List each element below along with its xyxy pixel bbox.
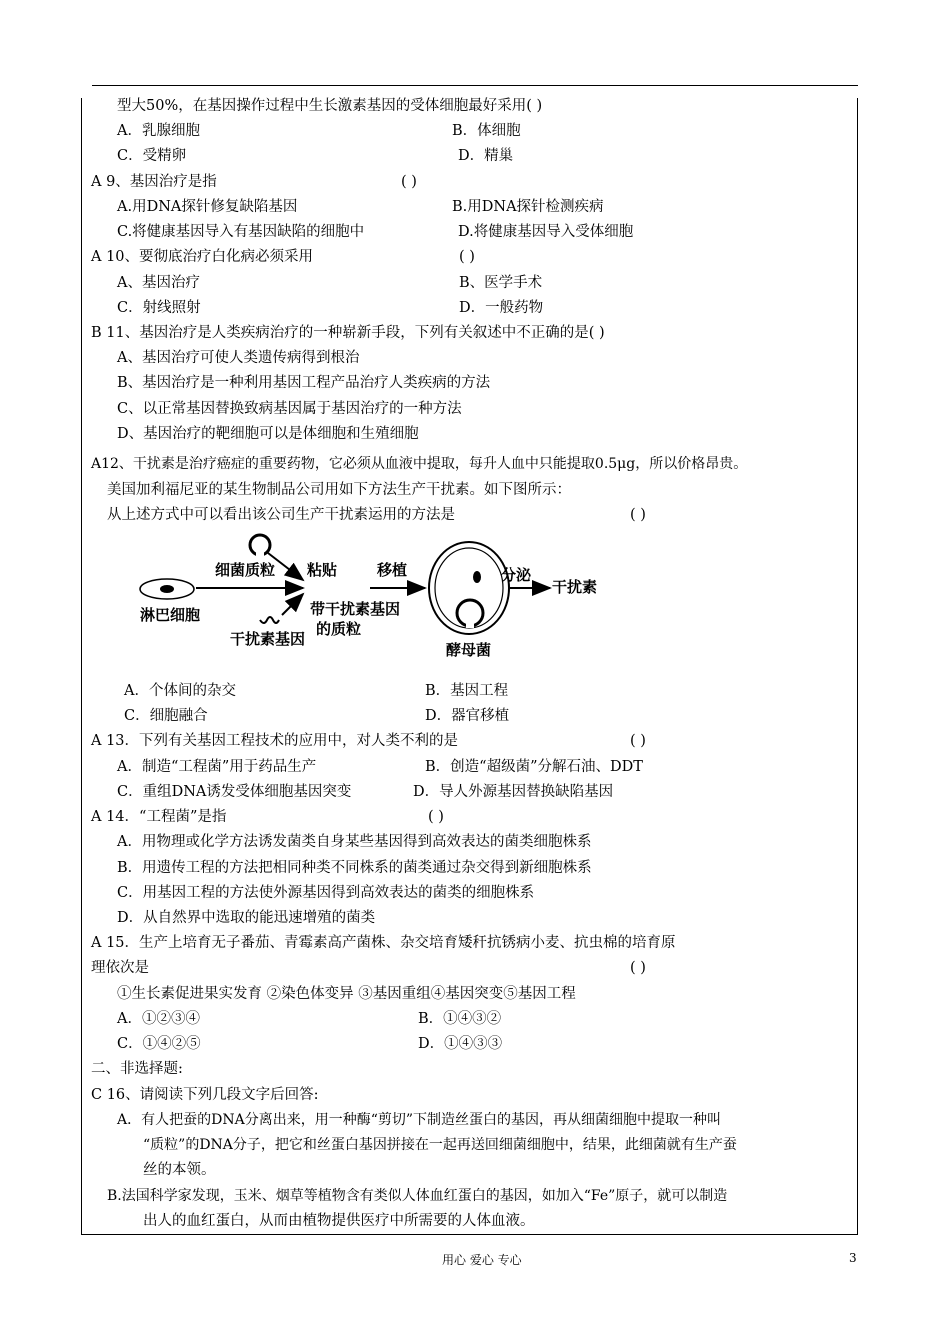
text-line: A．①②③④ — [117, 1011, 200, 1027]
plasmid-label: 细菌质粒 — [215, 561, 276, 579]
text-line: A、基因治疗可使人类遗传病得到根治 — [117, 350, 360, 366]
text-line: C.将健康基因导入有基因缺陷的细胞中 — [117, 224, 365, 240]
text-line: C．①④②⑤ — [117, 1036, 201, 1052]
text-line: B．创造“超级菌”分解石油、DDT — [425, 759, 643, 775]
text-line: A．有人把蚕的DNA分离出来，用一种酶“剪切”下制造丝蛋白的基因，再从细菌细胞中提取一种叫 — [117, 1112, 722, 1128]
text-line: D．从自然界中选取的能迅速增殖的菌类 — [117, 910, 376, 926]
text-line: A 9、基因治疗是指 — [91, 174, 217, 190]
text-line: “质粒”的DNA分子，把它和丝蛋白基因拼接在一起再送回细菌细胞中，结果，此细菌就有生产蚕 — [143, 1137, 737, 1153]
text-line: D．①④③③ — [418, 1036, 503, 1052]
text-line: D．器官移植 — [425, 708, 510, 724]
arrow — [282, 594, 303, 615]
text-line: A．个体间的杂交 — [124, 683, 236, 699]
text-line: A．乳腺细胞 — [117, 123, 200, 139]
text-line: ( ) — [630, 960, 646, 976]
text-line: C 16、请阅读下列几段文字后回答: — [91, 1087, 319, 1103]
recombinant-plasmid-label-1: 带干扰素基因 — [310, 600, 401, 618]
text-line: A、基因治疗 — [117, 275, 200, 291]
text-line: D、基因治疗的靶细胞可以是体细胞和生殖细胞 — [117, 426, 419, 442]
recombinant-plasmid-label-2: 的质粒 — [316, 620, 362, 638]
text-line: B、医学手术 — [459, 275, 543, 291]
ifn-gene-label: 干扰素基因 — [230, 630, 306, 648]
text-line: 理依次是 — [91, 960, 149, 976]
text-line: A 10、要彻底治疗白化病必须采用 — [91, 249, 314, 265]
transplant-label: 移植 — [377, 561, 408, 579]
text-line: ( ) — [630, 507, 646, 523]
text-line: D.将健康基因导入受体细胞 — [458, 224, 634, 240]
lymph-cell-label: 淋巴细胞 — [140, 606, 201, 624]
text-line: ( ) — [401, 174, 417, 190]
text-line: 型大50%，在基因操作过程中生长激素基因的受体细胞最好采用( ) — [117, 98, 543, 114]
text-line: C．射线照射 — [117, 300, 201, 316]
text-line: ( ) — [630, 733, 646, 749]
footer-slogan: 用心 爱心 专心 — [442, 1253, 522, 1267]
text-line: A．制造“工程菌”用于药品生产 — [117, 759, 317, 775]
interferon-label: 干扰素 — [552, 578, 598, 596]
plasmid-icon — [250, 535, 270, 557]
text-line: A 15．生产上培育无子番茄、青霉素高产菌株、杂交培育矮秆抗锈病小麦、抗虫棉的培育原 — [91, 935, 676, 951]
text-line: B.法国科学家发现，玉米、烟草等植物含有类似人体血红蛋白的基因，如加入“Fe”原子，就可以制造 — [107, 1188, 728, 1204]
ifn-gene-icon — [260, 617, 279, 623]
text-line: A．用物理或化学方法诱发菌类自身某些基因得到高效表达的菌类细胞株系 — [117, 834, 592, 850]
text-line: C．用基因工程的方法使外源基因得到高效表达的菌类的细胞株系 — [117, 885, 535, 901]
yeast-label: 酵母菌 — [446, 641, 492, 659]
text-line: D．一般药物 — [459, 300, 544, 316]
paste-label: 粘贴 — [307, 561, 338, 579]
text-line: ( ) — [459, 249, 475, 265]
lymph-cell-icon — [140, 579, 194, 599]
page-number: 3 — [849, 1251, 857, 1265]
content-frame — [81, 98, 858, 1235]
text-line: B 11、基因治疗是人类疾病治疗的一种崭新手段，下列有关叙述中不正确的是( ) — [91, 325, 605, 341]
text-line: B．体细胞 — [452, 123, 521, 139]
section-heading: 二、非选择题: — [91, 1061, 183, 1077]
text-line: C、以正常基因替换致病基因属于基因治疗的一种方法 — [117, 401, 462, 417]
text-line: D．精巢 — [458, 148, 514, 164]
text-line: B.用DNA探针检测疾病 — [452, 199, 604, 215]
text-line: B、基因治疗是一种利用基因工程产品治疗人类疾病的方法 — [117, 375, 491, 391]
text-line: C．重组DNA诱发受体细胞基因突变 — [117, 784, 352, 800]
text-line: C．受精卵 — [117, 148, 187, 164]
text-line: B．基因工程 — [425, 683, 509, 699]
text-line: A 14．“工程菌”是指 — [91, 809, 227, 825]
text-line: 丝的本领。 — [143, 1162, 216, 1178]
interferon-production-diagram — [130, 530, 630, 665]
text-line: B．用遗传工程的方法把相同种类不同株系的菌类通过杂交得到新细胞株系 — [117, 860, 592, 876]
text-line: A12、干扰素是治疗癌症的重要药物，它必须从血液中提取，每升人血中只能提取0.5μg，所以价格昂贵。 — [91, 456, 748, 472]
text-line: C．细胞融合 — [124, 708, 208, 724]
text-line: ( ) — [428, 809, 444, 825]
header-rule — [92, 85, 858, 86]
text-line: D．导人外源基因替换缺陷基因 — [413, 784, 614, 800]
text-line: A.用DNA探针修复缺陷基因 — [117, 199, 298, 215]
text-line: A 13．下列有关基因工程技术的应用中，对人类不利的是 — [91, 733, 459, 749]
text-line: 美国加利福尼亚的某生物制品公司用如下方法生产干扰素。如下图所示： — [107, 482, 571, 498]
yeast-cell-icon — [429, 542, 509, 634]
text-line: 出人的血红蛋白，从而由植物提供医疗中所需要的人体血液。 — [143, 1213, 535, 1229]
text-line: B．①④③② — [418, 1011, 502, 1027]
secrete-label: 分泌 — [501, 566, 532, 584]
text-line: 从上述方式中可以看出该公司生产干扰素运用的方法是 — [107, 507, 455, 523]
text-line: ①生长素促进果实发育 ②染色体变异 ③基因重组④基因突变⑤基因工程 — [117, 986, 576, 1002]
